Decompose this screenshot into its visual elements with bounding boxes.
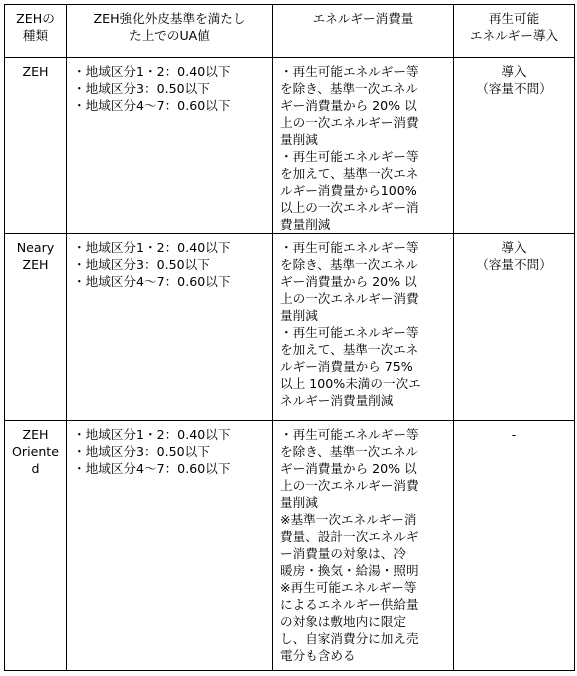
ua-value-line: ・地域区分1・2：0.40以下 — [73, 64, 231, 79]
header-renewable — [454, 5, 575, 58]
energy-text-line: 以上 100%未満の一次エ — [280, 376, 421, 391]
energy-text-line: を加えて、基準一次エネ — [280, 166, 419, 181]
cell-ua-zeh-oriented — [67, 421, 273, 671]
cell-renewable-zeh — [454, 58, 575, 234]
cell-renewable-zeh-oriented — [454, 421, 575, 671]
energy-text-line: ※基準一次エネルギー消 — [280, 512, 417, 527]
energy-text-line: ・再生可能エネルギー等 — [280, 64, 419, 79]
renewable-text-line: （容量不問） — [476, 81, 552, 96]
energy-text-line: 暖房・換気・給湯・照明 — [280, 563, 419, 578]
cell-ua-zeh — [67, 58, 273, 234]
energy-text-line: ・再生可能エネルギー等 — [280, 325, 419, 340]
energy-text-line: を加えて、基準一次エネ — [280, 342, 419, 357]
energy-text-line: を除き、基準一次エネル — [280, 257, 419, 272]
energy-text-line: 上の一次エネルギー消費 — [280, 115, 419, 130]
energy-text-line: ギー消費量から 20% 以 — [280, 461, 417, 476]
energy-text-line: 電分も含める — [280, 648, 356, 663]
ua-value-line: ・地域区分1・2：0.40以下 — [73, 427, 231, 442]
header-energy — [273, 5, 454, 58]
energy-text-line: ・再生可能エネルギー等 — [280, 427, 419, 442]
energy-text-line: ー消費量の対象は、冷 — [280, 546, 406, 561]
energy-text-line: 費量、設計一次エネルギ — [280, 529, 419, 544]
cell-energy-zeh — [273, 58, 454, 234]
cell-energy-neary-zeh — [273, 234, 454, 421]
cell-type-zeh — [5, 58, 67, 234]
type-label: Neary — [16, 240, 55, 255]
header-renewable-line: 再生可能 — [488, 11, 540, 26]
ua-value-line: ・地域区分4〜7：0.60以下 — [73, 461, 231, 476]
renewable-text-line: 導入 — [501, 64, 527, 79]
energy-text-line: ・再生可能エネルギー等 — [280, 149, 419, 164]
energy-text-line: を除き、基準一次エネル — [280, 444, 419, 459]
type-label: d — [31, 461, 40, 476]
energy-text-line: ギー消費量から 20% 以 — [280, 274, 417, 289]
renewable-text-line: （容量不問） — [476, 257, 552, 272]
ua-value-line: ・地域区分4〜7：0.60以下 — [73, 274, 231, 289]
energy-text-line: ルギー消費量から 75% — [280, 359, 413, 374]
header-ua-line: ZEH強化外皮基準を満たし — [93, 11, 246, 26]
renewable-text-line: - — [511, 427, 517, 442]
table-row-zeh — [5, 58, 575, 234]
header-type-line: ZEHの — [16, 11, 55, 26]
energy-text-line: を除き、基準一次エネル — [280, 81, 419, 96]
table-row-neary-zeh — [5, 234, 575, 421]
cell-type-neary-zeh — [5, 234, 67, 421]
energy-text-line: 費量削減 — [280, 217, 331, 232]
energy-text-line: 量削減 — [280, 495, 318, 510]
ua-value-line: ・地域区分3：0.50以下 — [73, 81, 210, 96]
type-label: Oriente — [11, 444, 59, 459]
header-energy-line: エネルギー消費量 — [312, 11, 414, 26]
header-type — [5, 5, 67, 58]
energy-text-line: し、自家消費分に加え売 — [280, 631, 419, 646]
header-ua — [67, 5, 273, 58]
energy-text-line: 上の一次エネルギー消費 — [280, 291, 419, 306]
energy-text-line: ネルギー消費量削減 — [280, 393, 394, 408]
cell-type-zeh-oriented — [5, 421, 67, 671]
energy-text-line: の対象は敷地内に限定 — [280, 614, 406, 629]
ua-value-line: ・地域区分3：0.50以下 — [73, 257, 210, 272]
energy-text-line: ・再生可能エネルギー等 — [280, 240, 419, 255]
cell-energy-zeh-oriented — [273, 421, 454, 671]
ua-value-line: ・地域区分3：0.50以下 — [73, 444, 210, 459]
ua-value-line: ・地域区分4〜7：0.60以下 — [73, 98, 231, 113]
table-row-zeh-oriented — [5, 421, 575, 671]
energy-text-line: 上の一次エネルギー消費 — [280, 478, 419, 493]
type-label: ZEH — [22, 427, 49, 442]
zeh-comparison-table — [4, 4, 575, 671]
energy-text-line: 以上の一次エネルギー消 — [280, 200, 419, 215]
renewable-text-line: 導入 — [501, 240, 527, 255]
header-ua-line: た上でのUA値 — [129, 28, 210, 43]
cell-ua-neary-zeh — [67, 234, 273, 421]
ua-value-line: ・地域区分1・2：0.40以下 — [73, 240, 231, 255]
cell-renewable-neary-zeh — [454, 234, 575, 421]
table-header-row — [5, 5, 575, 58]
energy-text-line: ルギー消費量から100% — [280, 183, 417, 198]
energy-text-line: ギー消費量から 20% 以 — [280, 98, 417, 113]
energy-text-line: 量削減 — [280, 308, 318, 323]
header-renewable-line: エネルギー導入 — [469, 28, 559, 43]
energy-text-line: ※再生可能エネルギー等 — [280, 580, 417, 595]
header-type-line: 種類 — [22, 28, 49, 43]
type-label: ZEH — [22, 257, 49, 272]
energy-text-line: によるエネルギー供給量 — [280, 597, 419, 612]
energy-text-line: 量削減 — [280, 132, 318, 147]
type-label: ZEH — [22, 64, 49, 79]
